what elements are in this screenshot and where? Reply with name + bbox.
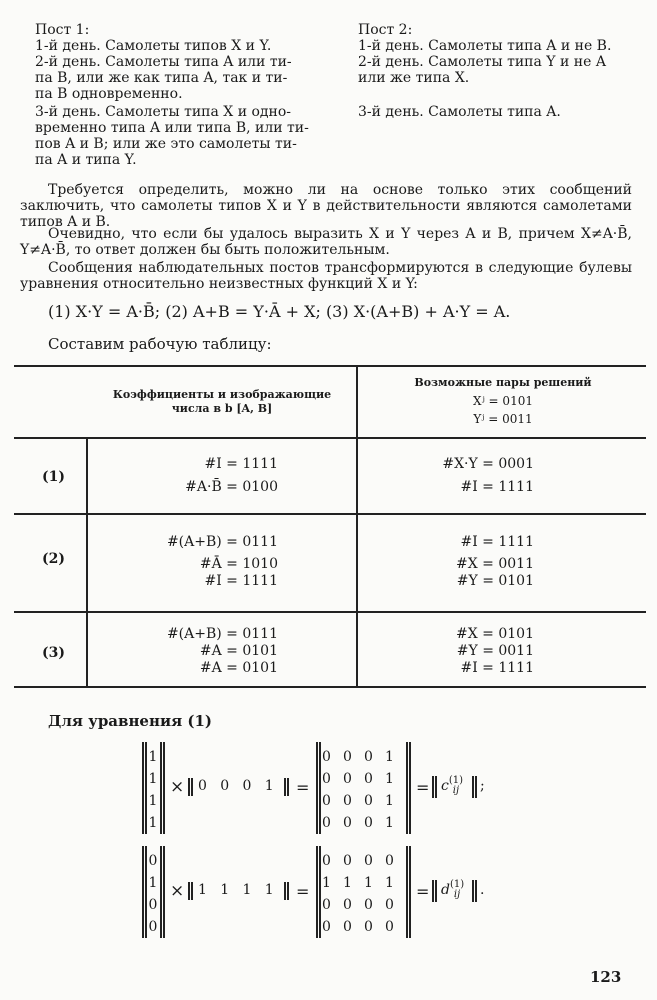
matrix-row bbox=[322, 916, 406, 938]
solution-value: #X = 0101 bbox=[456, 626, 534, 642]
coef-value: #(A+B) = 0111 bbox=[166, 534, 278, 550]
matrix-entry: 1 bbox=[148, 815, 158, 831]
matrix-name-base: d bbox=[441, 882, 450, 898]
table-col-rule bbox=[356, 366, 358, 687]
table-header-right bbox=[360, 376, 646, 426]
table-top-rule bbox=[14, 365, 646, 367]
matrix-entry: 1 bbox=[364, 875, 373, 891]
header-right-title: Возможные пары решений bbox=[414, 376, 592, 389]
coef-value: #A·B̄ = 0100 bbox=[185, 479, 278, 495]
matrix-entry: 1 bbox=[148, 793, 158, 809]
matrix-entry: 0 bbox=[343, 771, 352, 787]
matrix-name-sub: ij bbox=[452, 785, 460, 796]
equals-sign: = bbox=[296, 778, 310, 797]
paragraph-obvious: Очевидно, что если бы удалось выразить X и Y через A и B, причем X≠A·B̄, Y≠A·B̄, то ответ должен бы быть положительным. bbox=[20, 226, 632, 258]
solution-value: #Y = 0011 bbox=[456, 643, 534, 659]
solution-value: #I = 1111 bbox=[460, 660, 534, 676]
header-left-line: числа в b [A, B] bbox=[171, 402, 273, 415]
row-label: (2) bbox=[42, 551, 65, 567]
column-vector bbox=[146, 850, 160, 938]
matrix-bracket bbox=[316, 742, 321, 834]
matrix-bracket bbox=[284, 882, 289, 900]
matrix-bracket bbox=[316, 846, 321, 938]
times-sign: × bbox=[170, 777, 185, 797]
solution-value: #X·Y = 0001 bbox=[442, 456, 534, 472]
equals-sign: = bbox=[416, 778, 430, 797]
matrix-entry: 0 bbox=[364, 749, 373, 765]
row1-right bbox=[380, 456, 534, 496]
result-matrix bbox=[322, 850, 406, 938]
header-xj: Xʲ = 0101 bbox=[473, 394, 533, 408]
solution-value: #I = 1111 bbox=[460, 534, 534, 550]
matrix-entry: 0 bbox=[343, 815, 352, 831]
column-vector bbox=[146, 746, 160, 834]
matrix-row bbox=[322, 790, 406, 812]
table-bottom-rule bbox=[14, 686, 646, 688]
matrix-bracket bbox=[284, 778, 289, 796]
matrix-bracket bbox=[432, 880, 437, 902]
matrix-bracket bbox=[472, 776, 477, 798]
matrix-name-base: c bbox=[441, 778, 449, 794]
matrix-name-sup: (1) bbox=[449, 879, 465, 890]
matrix-entry: 0 bbox=[364, 897, 373, 913]
punctuation: ; bbox=[480, 778, 485, 794]
equals-sign: = bbox=[296, 882, 310, 901]
coef-value: #I = 1111 bbox=[204, 456, 278, 472]
matrix-name-c bbox=[441, 776, 463, 796]
matrix-entry: 1 bbox=[148, 771, 158, 787]
punctuation: . bbox=[480, 882, 485, 898]
matrix-row bbox=[322, 850, 406, 872]
matrix-entry: 1 bbox=[322, 875, 331, 891]
matrix-entry: 0 bbox=[364, 815, 373, 831]
result-matrix bbox=[322, 746, 406, 834]
matrix-entry: 0 bbox=[364, 771, 373, 787]
matrix-entry: 1 bbox=[385, 875, 394, 891]
matrix-bracket bbox=[160, 742, 165, 834]
matrix-entry: 0 bbox=[322, 749, 331, 765]
row-label: (1) bbox=[42, 469, 65, 485]
matrix-name-d bbox=[441, 880, 464, 900]
post2-line: или же типа X. bbox=[358, 70, 470, 86]
post2-line: 2-й день. Самолеты типа Y и не A bbox=[358, 54, 606, 70]
post2-title: Пост 2: bbox=[358, 22, 413, 38]
post1-line: 2-й день. Самолеты типа A или ти- bbox=[35, 54, 292, 70]
table-row-rule bbox=[14, 513, 646, 515]
boolean-equations: (1) X·Y = A·B̄; (2) A+B = Y·Ā + X; (3) X·(A+B) + A·Y = A. bbox=[48, 302, 511, 321]
matrix-entry: 1 bbox=[385, 771, 394, 787]
post1-line: па A и типа Y. bbox=[35, 152, 137, 168]
matrix-entry: 0 bbox=[385, 919, 394, 935]
post2-line: 1-й день. Самолеты типа A и не B. bbox=[358, 38, 612, 54]
row-vector: 0 0 0 1 bbox=[198, 778, 274, 794]
times-sign: × bbox=[170, 881, 185, 901]
matrix-entry: 0 bbox=[343, 919, 352, 935]
paragraph-question: Требуется определить, можно ли на основе только этих сообщений заключить, что самолеты типов X и Y в действительности являются самолетами типов A и B. bbox=[20, 182, 632, 230]
matrix-entry: 0 bbox=[364, 919, 373, 935]
matrix-entry: 0 bbox=[364, 853, 373, 869]
row-label: (3) bbox=[42, 645, 65, 661]
row-vector: 1 1 1 1 bbox=[198, 882, 274, 898]
matrix-entry: 0 bbox=[322, 771, 331, 787]
matrix-entry: 0 bbox=[385, 897, 394, 913]
table-row-rule bbox=[14, 611, 646, 613]
matrix-row bbox=[322, 746, 406, 768]
matrix-entry: 0 bbox=[148, 919, 158, 935]
matrix-bracket bbox=[188, 882, 193, 900]
row2-left bbox=[120, 534, 278, 590]
post1-line: 1-й день. Самолеты типов X и Y. bbox=[35, 38, 272, 54]
equals-sign: = bbox=[416, 882, 430, 901]
matrix-entry: 0 bbox=[364, 793, 373, 809]
matrix-entry: 0 bbox=[343, 793, 352, 809]
matrix-row bbox=[322, 768, 406, 790]
matrix-row bbox=[322, 894, 406, 916]
coef-value: #A = 0101 bbox=[199, 643, 278, 659]
matrix-entry: 1 bbox=[385, 749, 394, 765]
post1-line: временно типа A или типа B, или ти- bbox=[35, 120, 309, 136]
matrix-entry: 0 bbox=[322, 897, 331, 913]
matrix-row bbox=[322, 872, 406, 894]
matrix-name-sub: ij bbox=[453, 889, 461, 900]
matrix-bracket bbox=[432, 776, 437, 798]
matrix-entry: 0 bbox=[322, 815, 331, 831]
header-yj: Yʲ = 0011 bbox=[473, 412, 533, 426]
post2-block bbox=[358, 22, 611, 120]
matrix-entry: 0 bbox=[322, 853, 331, 869]
matrix-entry: 0 bbox=[322, 793, 331, 809]
coef-value: #A = 0101 bbox=[199, 660, 278, 676]
matrix-bracket bbox=[406, 846, 411, 938]
post2-line: 3-й день. Самолеты типа A. bbox=[358, 104, 561, 120]
solution-value: #X = 0011 bbox=[456, 556, 534, 572]
matrix-entry: 0 bbox=[343, 749, 352, 765]
header-left-line: Коэффициенты и изображающие bbox=[112, 388, 332, 401]
matrix-entry: 0 bbox=[343, 853, 352, 869]
matrix-entry: 1 bbox=[385, 793, 394, 809]
post1-line: 3-й день. Самолеты типа X и одно- bbox=[35, 104, 292, 120]
matrix-bracket bbox=[472, 880, 477, 902]
row3-right bbox=[380, 626, 534, 677]
post1-title: Пост 1: bbox=[35, 22, 90, 38]
post1-line: па B одновременно. bbox=[35, 86, 183, 102]
table-label-rule bbox=[86, 438, 88, 687]
row1-left bbox=[120, 456, 278, 496]
post1-line: пов A и B; или же это самолеты ти- bbox=[35, 136, 297, 152]
table-header-rule bbox=[14, 437, 646, 439]
matrix-entry: 1 bbox=[343, 875, 352, 891]
row2-right bbox=[380, 534, 534, 590]
matrix-entry: 0 bbox=[385, 853, 394, 869]
table-caption: Составим рабочую таблицу: bbox=[48, 335, 272, 353]
paragraph-transform: Сообщения наблюдательных постов трансформируются в следующие булевы уравнения относительно неизвестных функций X и Y: bbox=[20, 260, 632, 292]
row3-left bbox=[120, 626, 278, 677]
matrix-bracket bbox=[160, 846, 165, 938]
matrix-entry: 1 bbox=[148, 749, 158, 765]
solution-value: #I = 1111 bbox=[460, 479, 534, 495]
coef-value: #I = 1111 bbox=[204, 573, 278, 589]
matrix-entry: 1 bbox=[385, 815, 394, 831]
post1-line: па B, или же как типа A, так и ти- bbox=[35, 70, 288, 86]
matrix-entry: 0 bbox=[343, 897, 352, 913]
matrix-entry: 1 bbox=[148, 875, 158, 891]
matrix-entry: 0 bbox=[148, 897, 158, 913]
table-header-left bbox=[88, 388, 356, 416]
matrix-entry: 0 bbox=[148, 853, 158, 869]
coef-value: #Ā = 1010 bbox=[199, 556, 278, 572]
coef-value: #(A+B) = 0111 bbox=[166, 626, 278, 642]
matrix-name-sup: (1) bbox=[448, 775, 464, 786]
matrix-row bbox=[322, 812, 406, 834]
matrix-entry: 0 bbox=[322, 919, 331, 935]
matrix-bracket bbox=[188, 778, 193, 796]
page-number: 123 bbox=[590, 968, 622, 986]
matrix-bracket bbox=[406, 742, 411, 834]
solution-value: #Y = 0101 bbox=[456, 573, 534, 589]
equation1-heading: Для уравнения (1) bbox=[48, 712, 213, 730]
post1-block bbox=[35, 22, 309, 168]
